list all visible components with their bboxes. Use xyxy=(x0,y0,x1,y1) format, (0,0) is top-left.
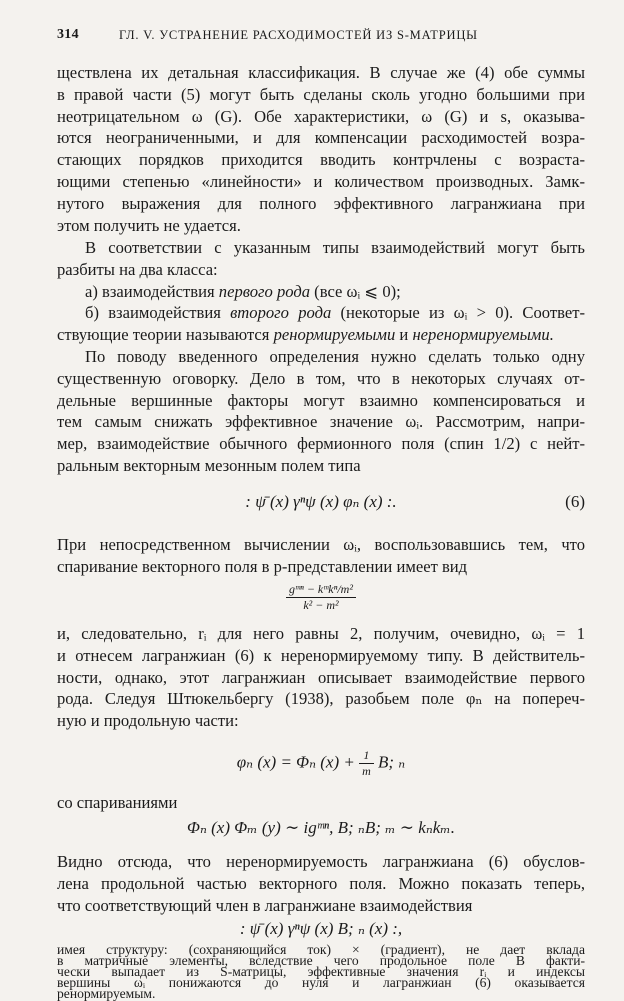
text-line: в матричные элементы, вследствие чего продольное поле B факти- xyxy=(57,953,585,968)
text-line: ющими степенью «линейности» и количеством производных. Замк- xyxy=(57,171,585,191)
paragraph-3 xyxy=(57,346,585,477)
text-line: и отнесем лагранжиан (6) к неренормируемому типу. В действитель- xyxy=(57,645,585,665)
fraction-numerator: gᵐⁿ − kᵐkⁿ/m² xyxy=(286,582,356,598)
field-split-equation: φₙ (x) = Φₙ (x) + $\frac{1}{m}$ B; ₙ xyxy=(236,748,406,778)
paragraph-6 xyxy=(57,851,585,916)
text-line: разбиты на два класса: xyxy=(57,259,218,279)
text-line: рода. Следуя Штюкельбергу (1938), разобьем поле φₙ на попереч- xyxy=(57,689,585,709)
text-line: нутого выражения для полного эффективного лагранжиана при xyxy=(57,193,585,213)
text-line: существенную оговорку. Дело в том, что в некоторых случаях от- xyxy=(57,368,585,388)
text-line: дельные вершинные факторы могут взаимно компенсироваться и xyxy=(57,390,585,410)
paragraph-1 xyxy=(57,62,585,236)
text-line: лена продольной частью векторного поля. Можно показать теперь, xyxy=(57,873,585,893)
equation-6 xyxy=(57,492,585,512)
text-line: в правой части (5) могут быть сделаны сколь угодно большими при xyxy=(57,84,585,104)
paragraph-5 xyxy=(57,623,585,732)
equation-number: (6) xyxy=(565,492,585,511)
paragraph-2 xyxy=(57,237,585,346)
text-line: этом получить не удается. xyxy=(57,215,241,235)
list-item-b-cont: ствующие теории называются ренормируемыми и неренормируемыми. xyxy=(57,325,554,345)
text-line: ности, однако, этот лагранжиан описывает взаимодействие первого xyxy=(57,667,585,687)
text-line: ную и продольную части: xyxy=(57,711,239,731)
text-line: мер, взаимодействие обычного фермионного поля (спин 1/2) с нейт- xyxy=(57,434,585,454)
text-line: имея структуру: (сохраняющийся ток) × (градиент), не дает вклада xyxy=(57,942,585,957)
paragraph-7 xyxy=(57,944,585,999)
text-line: По поводу введенного определения нужно сделать только одну xyxy=(85,347,585,366)
text-line: ются неограниченными, и для компенсации расходимостей возра- xyxy=(57,128,585,148)
text-line: тем самым снижать эффективное значение ωᵢ. Рассмотрим, напри- xyxy=(57,412,585,432)
page-header xyxy=(57,27,584,47)
pairings-formula: Φₙ (x) Φₘ (y) ∼ igᵐⁿ, B; ₙB; ₘ ∼ kₙkₘ. xyxy=(187,818,455,837)
text-line: со спариваниями xyxy=(57,793,178,812)
text-line: стающих порядков приходится вводить контрчлены с возраста- xyxy=(57,150,585,170)
text-line: вершины ωᵢ понижаются до нуля и лагранжиан (6) оказывается xyxy=(57,975,585,990)
fraction xyxy=(286,582,356,613)
propagator-formula xyxy=(57,582,585,613)
fraction: $\frac{1}{m}$ xyxy=(359,748,374,779)
text-line: ренормируемым. xyxy=(57,986,156,1001)
pairings-equation xyxy=(57,818,585,838)
text-line: неотрицательном ω (G). Обе характеристики, ω (G) и s, оказыва- xyxy=(57,106,585,126)
text-line: спаривание векторного поля в p-представлении имеет вид xyxy=(57,556,468,576)
text-line: При непосредственном вычислении ωᵢ, воспользовавшись тем, что xyxy=(57,535,585,554)
fraction-denominator: k² − m² xyxy=(303,598,339,612)
text-line: что соответствующий член в лагранжиане взаимодействия xyxy=(57,895,473,915)
pairings-intro xyxy=(57,792,585,814)
page-number: 314 xyxy=(57,27,79,42)
text-line: и, следовательно, rᵢ для него равны 2, получим, очевидно, ωᵢ = 1 xyxy=(57,624,585,643)
text-line: ществлена их детальная классификация. В случае же (4) обе суммы xyxy=(57,63,585,82)
paragraph-4 xyxy=(57,534,585,578)
running-title: ГЛ. V. УСТРАНЕНИЕ РАСХОДИМОСТЕЙ ИЗ S-МАТРИЦЫ xyxy=(119,28,478,42)
interaction-term-formula: : ψ̄ (x) γⁿψ (x) B; ₙ (x) :, xyxy=(239,919,403,938)
list-item-a: а) взаимодействия первого рода (все ωᵢ ⩽ 0); xyxy=(85,281,401,301)
list-item-b: б) взаимодействия второго рода (некоторые из ωᵢ > 0). Соответ- xyxy=(85,303,585,323)
text-line: чески выпадает из S-матрицы, эффективные значения rᵢ и индексы xyxy=(57,964,585,979)
text-line: В соответствии с указанным типы взаимодействий могут быть xyxy=(85,238,585,257)
text-line: Видно отсюда, что неренормируемость лагранжиана (6) обуслов- xyxy=(57,852,585,871)
equation-6-formula: : ψ̄ (x) γⁿψ (x) φₙ (x) :. xyxy=(245,492,397,511)
text-line: ральным векторным мезонным полем типа xyxy=(57,455,361,475)
interaction-term xyxy=(57,919,585,939)
